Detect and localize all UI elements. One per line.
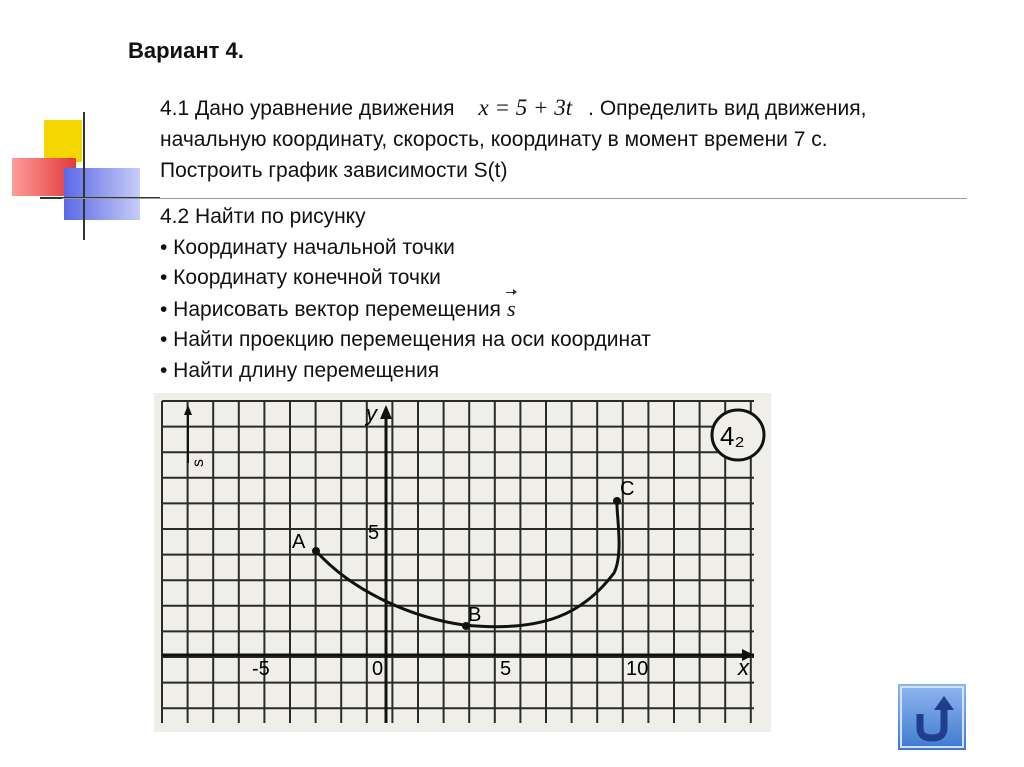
trajectory-figure	[154, 393, 771, 732]
x-tick-0: 0	[372, 658, 384, 680]
task-2-item: • Нарисовать вектор перемещения s	[160, 295, 516, 321]
y-tick-5: 5	[368, 522, 380, 544]
task-2-item: • Найти проекцию перемещения на оси координат	[160, 328, 651, 352]
task-2-item: • Координату начальной точки	[160, 235, 455, 259]
point-a-label: A	[292, 531, 306, 553]
decorative-squares	[0, 0, 160, 240]
slide-title: Вариант 4.	[128, 38, 244, 63]
point-b-label: B	[468, 604, 482, 626]
task-2-heading: 4.2 Найти по рисунку	[160, 205, 366, 228]
task-2	[160, 202, 651, 387]
deco-yellow-square	[44, 120, 82, 162]
point-c-label: C	[620, 478, 635, 500]
x-tick-minus-5: -5	[252, 658, 270, 680]
task-1	[160, 92, 920, 186]
task-2-item: • Координату конечной точки	[160, 266, 441, 290]
task-1-text-before: 4.1 Дано уравнение движения	[160, 97, 455, 120]
task-2-item: • Найти длину перемещения	[160, 358, 440, 382]
y-axis-label: y	[366, 401, 377, 426]
task-1-text-after: . Определить вид движения, начальную координату, скорость, координату в момент времени 7 с. Построить график зависимости S(t)	[160, 97, 867, 182]
x-axis-label: x	[738, 655, 749, 680]
deco-blue-square	[64, 168, 140, 220]
point-a	[312, 547, 320, 555]
return-button[interactable]	[898, 684, 966, 750]
figure-badge-label: 4₂	[720, 421, 745, 451]
vector-s-symbol: s	[506, 295, 516, 321]
motion-equation: x = 5 + 3t	[478, 95, 573, 120]
x-tick-10: 10	[626, 658, 649, 680]
s-vector-label: s	[190, 459, 207, 467]
x-tick-5: 5	[500, 658, 512, 680]
divider-line	[62, 198, 967, 199]
